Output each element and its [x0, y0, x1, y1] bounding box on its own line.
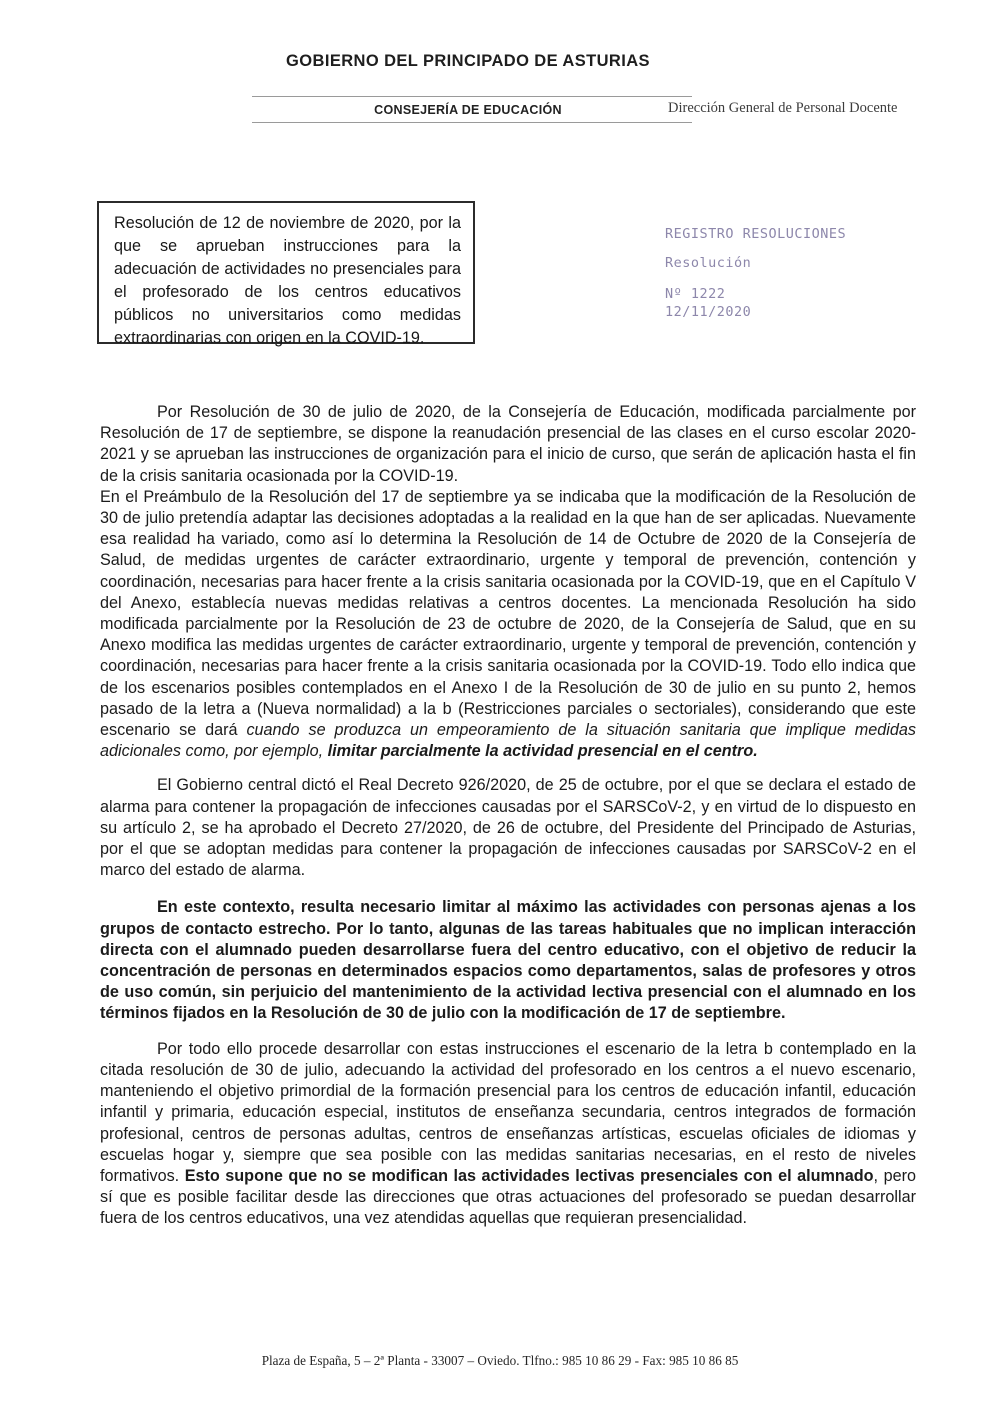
header-divider-top: [252, 96, 692, 97]
stamp-title: REGISTRO RESOLUCIONES: [665, 226, 847, 242]
resolution-summary-text: Resolución de 12 de noviembre de 2020, por la que se aprueban instrucciones para la adecuación de actividades no presenciales para el profesorado de los centros educativos públicos no universitarios como medidas extraordinarias con origen en la COVID-19.: [114, 214, 461, 347]
paragraph-4: En este contexto, resulta necesario limitar al máximo las actividades con personas ajenas a los grupos de contacto estrecho. Por lo tanto, algunas de las tareas habituales que no implican interacción directa con el alumnado pueden desarrollarse fuera del centro educativo, con el objetivo de reducir la concentración de personas en determinados espacios como departamentos, salas de profesores y otros de uso común, sin perjuicio del mantenimiento de la actividad lectiva presencial con el alumnado en los términos fijados en la Resolución de 30 de julio con la modificación de 17 de septiembre.: [100, 898, 916, 1023]
directorate-title: Dirección General de Personal Docente: [668, 100, 898, 116]
paragraph-3: El Gobierno central dictó el Real Decreto 926/2020, de 25 de octubre, por el que se declara el estado de alarma para contener la propagación de infecciones causadas por el SARSCoV-2, y en virtud de lo dispuesto en su artículo 2, se ha aprobado el Decreto 27/2020, de 26 de octubre, del Presidente del Principado de Asturias, por el que se adoptan medidas para contener la propagación de infecciones causadas por SARSCoV-2 en el marco del estado de alarma.: [100, 776, 916, 880]
resolution-summary-box: [97, 201, 475, 347]
paragraph-2-normal: En el Preámbulo de la Resolución del 17 de septiembre ya se indicaba que la modificación de la Resolución de 30 de julio pretendía adaptar las decisiones adoptadas a la realidad en la que han de ser aplicadas. Nuevamente esa realidad ha variado, como así lo determina la Resolución de 14 de Octubre de 2020 de la Consejería de Salud, de medidas urgentes de carácter extraordinario, urgente y temporal de prevención, contención y coordinación, necesarias para hacer frente a la crisis sanitaria ocasionada por la COVID-19, que en el Capítulo V del Anexo, establecía nuevas medidas relativas a centros docentes. La mencionada Resolución ha sido modificada parcialmente por la Resolución de 23 de octubre de 2020, de la Consejería de Salud, que en su Anexo modifica las medidas urgentes de carácter extraordinario, urgente y temporal de prevención, contención y coordinación, necesarias para hacer frente a la crisis sanitaria ocasionada por la COVID-19. Todo ello indica que de los escenarios posibles contemplados en el Anexo I de la Resolución de 30 de julio en su punto 2, hemos pasado de la letra a (Nueva normalidad) a la b (Restricciones parciales o sectoriales), considerando que este escenario se dará: [100, 487, 916, 740]
paragraph-2: [100, 487, 916, 763]
stamp-number: Nº 1222: [665, 286, 726, 302]
paragraph-5-bold: Esto supone que no se modifican las actividades lectivas presenciales con el alumnado: [184, 1166, 874, 1185]
paragraph-2-italic: cuando se produzca un empeoramiento de la situación sanitaria que implique medidas adicionales como, por ejemplo,: [100, 721, 916, 761]
header-divider-bottom: [252, 122, 692, 123]
department-title: CONSEJERÍA DE EDUCACIÓN: [374, 103, 562, 117]
paragraph-5-start: Por todo ello procede desarrollar con estas instrucciones el escenario de la letra b contemplado en la citada resolución de 30 de julio, adecuando la actividad del profesorado en los centros a el nuevo escenario, manteniendo el objetivo primordial de la formación presencial para los centros de educación infantil, educación infantil y primaria, educación especial, institutos de enseñanza secundaria, centros integrados de formación profesional, centros de personas adultas, centros de enseñanzas artísticas, escuelas oficiales de idiomas y escuelas hogar y, siempre que sea posible con las medidas sanitarias necesarias, en el resto de niveles formativos.: [100, 1039, 916, 1185]
paragraph-1: Por Resolución de 30 de julio de 2020, de la Consejería de Educación, modificada parcialmente por Resolución de 17 de septiembre, se dispone la reanudación presencial de las clases en el curso escolar 2020-2021 y se aprueban las instrucciones de organización para el inicio de curso, que serán de aplicación hasta el fin de la crisis sanitaria ocasionada por la COVID-19.: [100, 403, 916, 485]
government-title: GOBIERNO DEL PRINCIPADO DE ASTURIAS: [286, 52, 650, 70]
document-body: [100, 402, 916, 1230]
paragraph-5-end: , pero sí que es posible facilitar desde las direcciones que otras actuaciones del profesorado se puedan desarrollar fuera de los centros educativos, una vez atendidas aquellas que requieran presencialidad.: [100, 1166, 916, 1228]
paragraph-2-bold-italic: limitar parcialmente la actividad presencial en el centro.: [327, 742, 758, 761]
stamp-date: 12/11/2020: [665, 304, 752, 320]
stamp-label: Resolución: [665, 255, 752, 271]
footer-address: Plaza de España, 5 – 2ª Planta - 33007 – Oviedo. Tlfno.: 985 10 86 29 - Fax: 985 10 86 85: [261, 1353, 739, 1368]
paragraph-5: [100, 1039, 916, 1230]
registry-stamp: [665, 227, 846, 319]
